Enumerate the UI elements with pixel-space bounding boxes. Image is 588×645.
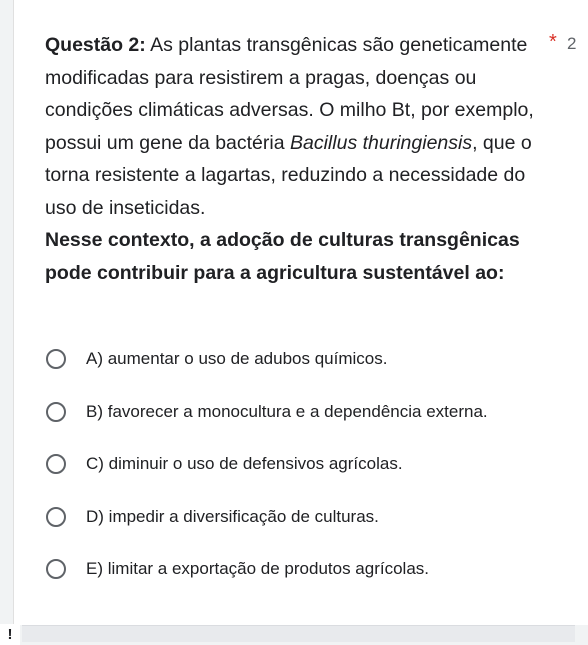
radio-button[interactable]: [46, 507, 66, 527]
option-label: C) diminuir o uso de defensivos agrícolas.: [86, 454, 403, 474]
points-value: 2: [567, 34, 577, 53]
question-body-part2: , que o torna resistente a lagartas, reduzindo a necessidade do uso de inseticidas.: [45, 131, 532, 219]
bottom-strip: [22, 625, 575, 642]
option-e[interactable]: [46, 543, 576, 596]
question-prompt: Nesse contexto, a adoção de culturas transgênicas pode contribuir para a agricultura sustentável ao:: [45, 229, 520, 284]
option-d[interactable]: [46, 491, 576, 544]
question-number: Questão 2:: [45, 34, 146, 56]
question-card: [13, 0, 588, 625]
required-asterisk: *: [549, 31, 557, 53]
question-body-part1: As plantas transgênicas são geneticamente modificadas para resistirem a pragas, doenças ou condições climáticas adversas. O milho Bt, por exemplo, possui um gene da bactéria: [45, 34, 534, 154]
radio-button[interactable]: [46, 402, 66, 422]
question-text: [45, 29, 545, 289]
option-b[interactable]: [46, 386, 576, 439]
answer-options: [46, 333, 576, 596]
option-label: E) limitar a exportação de produtos agrícolas.: [86, 559, 430, 579]
option-label: D) impedir a diversificação de culturas.: [86, 506, 379, 526]
option-label: B) favorecer a monocultura e a dependência externa.: [86, 401, 488, 421]
option-label: A) aumentar o uso de adubos químicos.: [86, 349, 388, 369]
question-species-name: Bacillus thuringiensis: [290, 131, 473, 154]
alert-icon[interactable]: !: [0, 624, 20, 645]
option-a[interactable]: [46, 333, 576, 386]
radio-button[interactable]: [46, 559, 66, 579]
radio-button[interactable]: [46, 349, 66, 369]
radio-button[interactable]: [46, 454, 66, 474]
option-c[interactable]: [46, 438, 576, 491]
